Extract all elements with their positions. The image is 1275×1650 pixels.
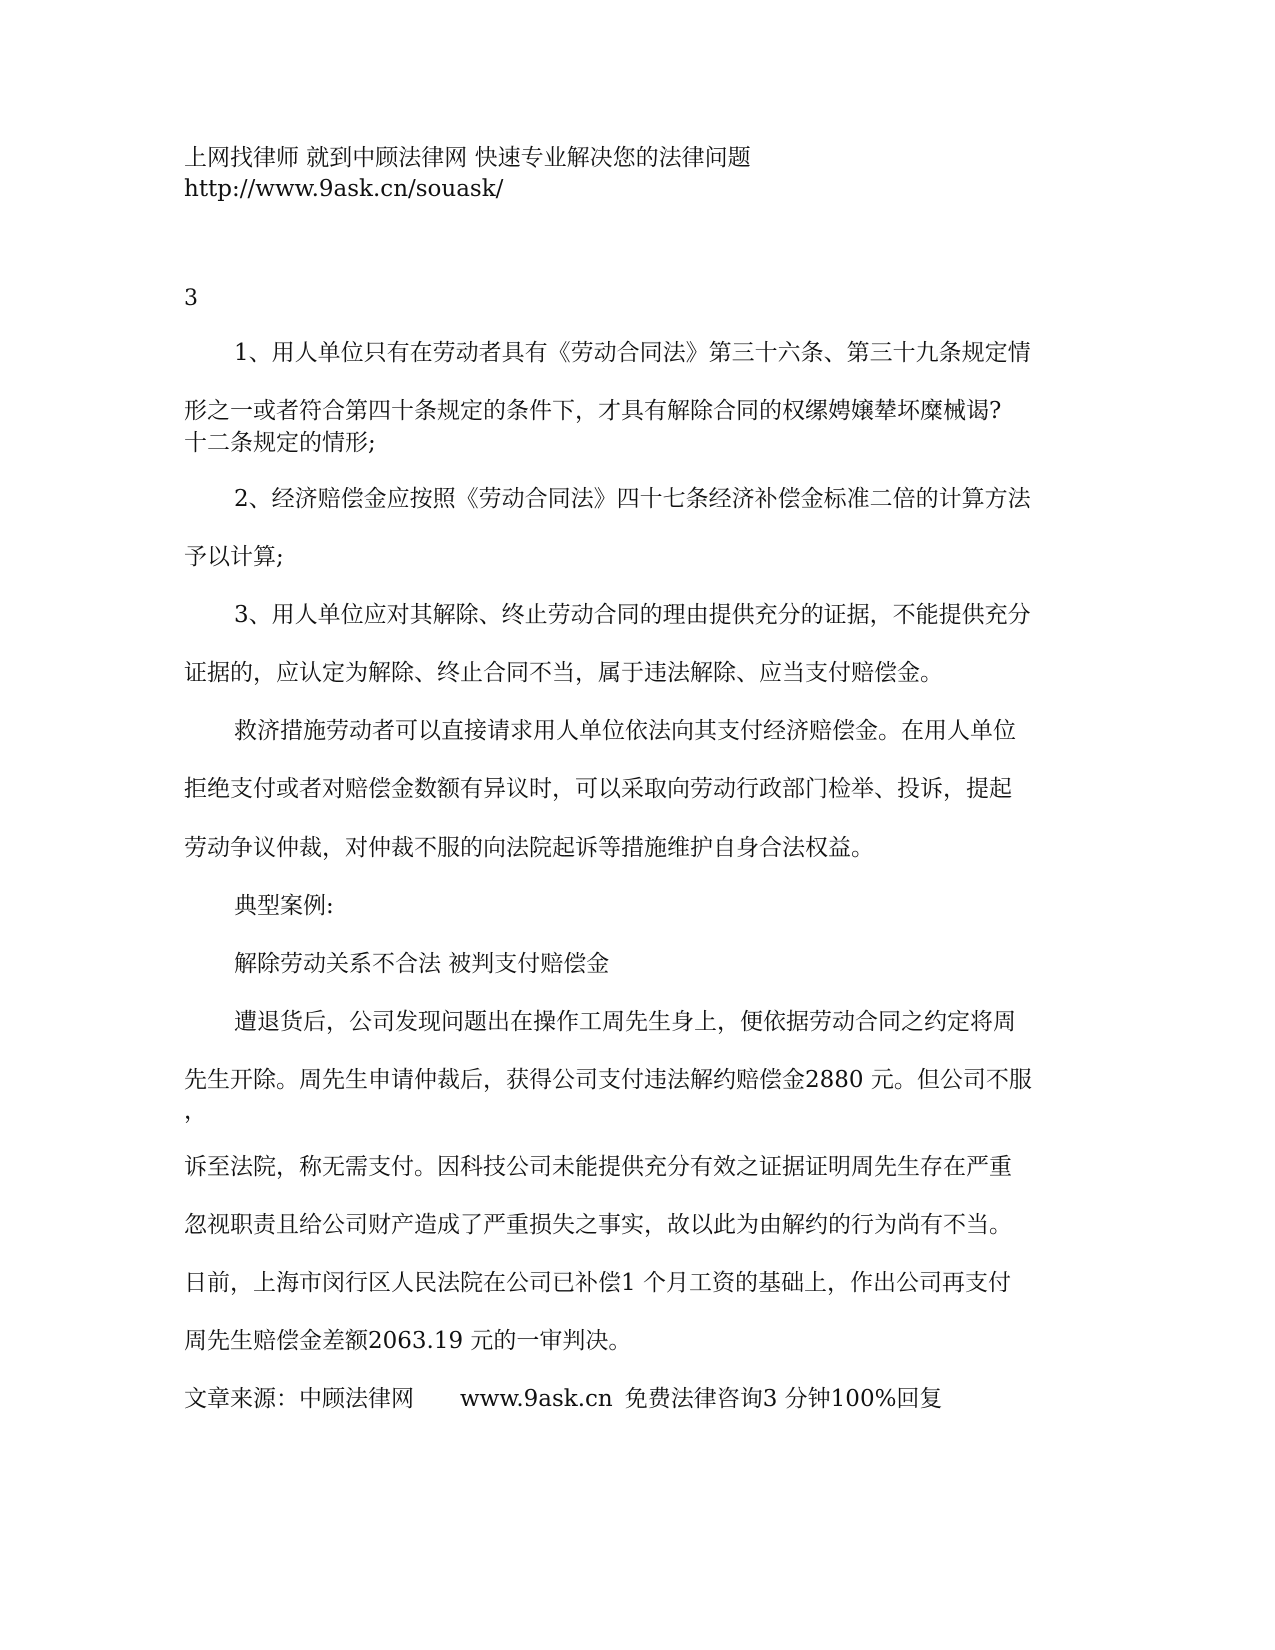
footer xyxy=(184,1388,942,1411)
paragraph-line: 救济措施劳动者可以直接请求用人单位依法向其支付经济赔偿金。在用人单位 xyxy=(234,718,1016,744)
paragraph-line: 2、经济赔偿金应按照《劳动合同法》四十七条经济补偿金标准二倍的计算方法 xyxy=(234,486,1031,512)
paragraph-line: 周先生赔偿金差额2063.19 元的一审判决。 xyxy=(184,1328,632,1354)
paragraph-line: 拒绝支付或者对赔偿金数额有异议时，可以采取向劳动行政部门检举、投诉，提起 xyxy=(184,776,1012,802)
paragraph-line: 先生开除。周先生申请仲裁后，获得公司支付违法解约赔偿金2880 元。但公司不服 xyxy=(184,1067,1032,1093)
paragraph-line: 1、用人单位只有在劳动者具有《劳动合同法》第三十六条、第三十九条规定情 xyxy=(234,340,1031,366)
paragraph-line: 劳动争议仲裁，对仲裁不服的向法院起诉等措施维护自身合法权益。 xyxy=(184,835,874,861)
paragraph-line: 予以计算; xyxy=(184,544,284,570)
paragraph-line: ， xyxy=(184,1098,207,1124)
paragraph-line: 遭退货后，公司发现问题出在操作工周先生身上，便依据劳动合同之约定将周 xyxy=(234,1009,1016,1035)
footer-site-link[interactable]: www.9ask.cn xyxy=(460,1386,613,1412)
section-heading: 典型案例: xyxy=(234,893,334,919)
paragraph-line: 日前，上海市闵行区人民法院在公司已补偿1 个月工资的基础上，作出公司再支付 xyxy=(184,1270,1011,1296)
footer-tagline: 免费法律咨询3 分钟100%回复 xyxy=(624,1386,943,1412)
case-title: 解除劳动关系不合法 被判支付赔偿金 xyxy=(234,951,610,977)
header-slogan: 上网找律师 就到中顾法律网 快速专业解决您的法律问题 xyxy=(184,145,751,171)
paragraph-line: 诉至法院，称无需支付。因科技公司未能提供充分有效之证据证明周先生存在严重 xyxy=(184,1154,1012,1180)
footer-source: 文章来源：中顾法律网 xyxy=(184,1386,414,1412)
page-number: 3 xyxy=(184,286,198,311)
header-url[interactable]: http://www.9ask.cn/souask/ xyxy=(184,176,504,202)
paragraph-line: 3、用人单位应对其解除、终止劳动合同的理由提供充分的证据，不能提供充分 xyxy=(234,602,1031,628)
paragraph-line: 忽视职责且给公司财产造成了严重损失之事实，故以此为由解约的行为尚有不当。 xyxy=(184,1212,1012,1238)
paragraph-line: 十二条规定的情形; xyxy=(184,430,376,456)
paragraph-line: 证据的，应认定为解除、终止合同不当，属于违法解除、应当支付赔偿金。 xyxy=(184,660,943,686)
paragraph-line: 形之一或者符合第四十条规定的条件下，才具有解除合同的权缧娉嬢辇坏糜械谒? xyxy=(184,398,1002,424)
